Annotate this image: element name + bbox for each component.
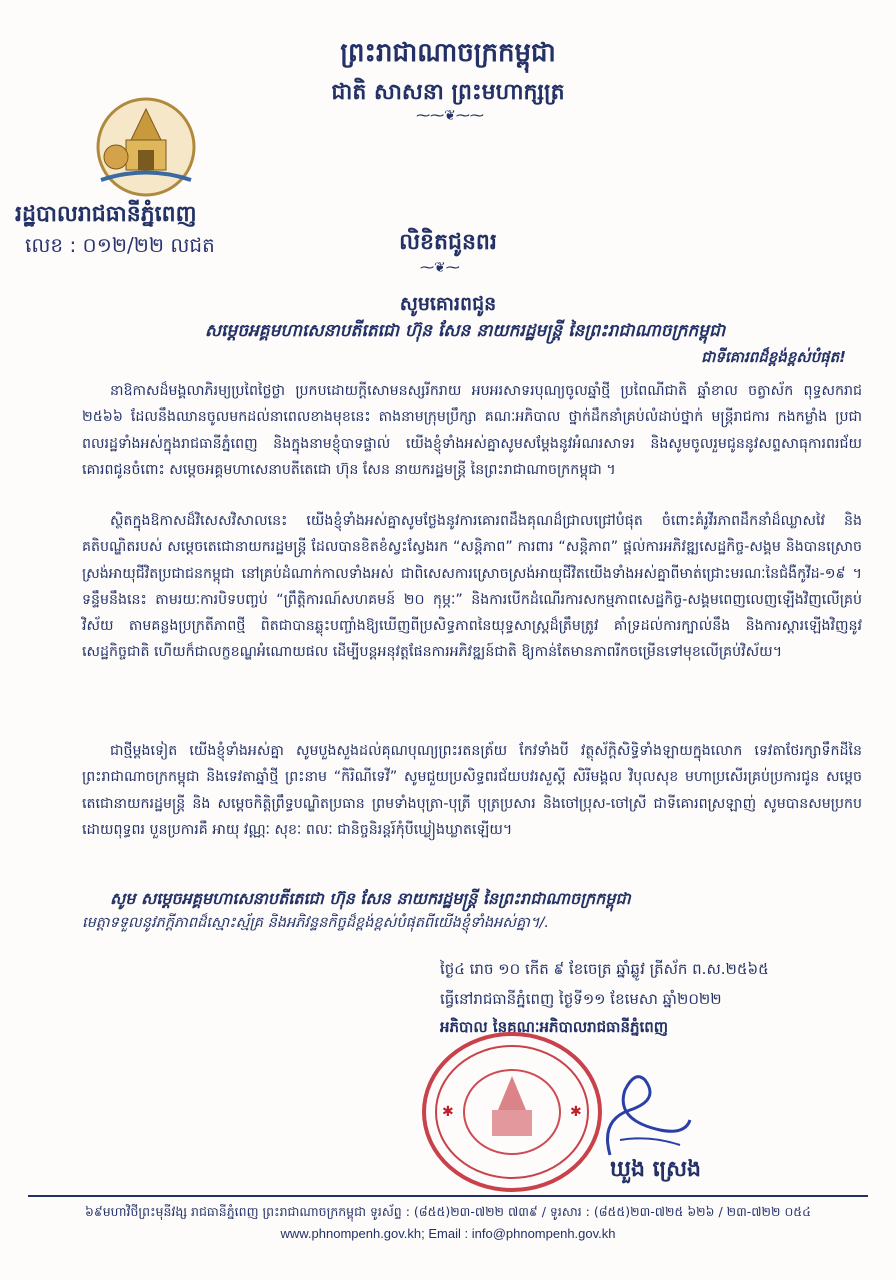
footer-divider [28,1195,868,1197]
addressee: សម្តេចអគ្គមហាសេនាបតីតេជោ ហ៊ុន សែន នាយករដ្ឋមន្ត្រី នៃព្រះរាជាណាចក្រកម្ពុជា [204,321,726,341]
lunar-date: ថ្ងៃ៤ រោច ១០ កើត ៩ ខែចេត្រ ឆ្នាំឆ្លូវ ត្រីស័ក ព.ស.២៥៦៥ [440,960,769,978]
body-paragraph-3 [82,738,862,843]
signer-title: អភិបាល នៃគណៈអភិបាលរាជធានីភ្នំពេញ [440,1018,669,1036]
solar-date: ធ្វើនៅរាជធានីភ្នំពេញ ថ្ងៃទី១១ ខែមេសា ឆ្នាំ២០២២ [440,990,722,1008]
kingdom-title: ព្រះរាជាណាចក្រកម្ពុជា [340,38,556,68]
motto-ornament: ⁓⁓❦⁓⁓ [416,108,484,124]
kingdom-motto: ជាតិ សាសនា ព្រះមហាក្សត្រ [331,79,565,105]
paragraph-text: ជាថ្មីម្តងទៀត យើងខ្ញុំទាំងអស់គ្នា សូមបួងសួងដល់គុណបុណ្យព្រះរតនត្រ័យ កែវទាំងបី វត្ថុស័ក្តិសិទ្ធិទាំងឡាយក្នុងលោក ទេវតាថែរក្សាទឹកដីនៃព្រះរាជាណាចក្រកម្ពុជា និងទេវតាឆ្នាំថ្មី ព្រះនាម “កិរិណីទេវី” សូមជួយប្រសិទ្ធពរជ័យបវរសួស្តី សិរីមង្គល វិបុលសុខ មហាប្រសើរគ្រប់ប្រការជូន សម្តេចតេជោនាយករដ្ឋមន្ត្រី និង សម្តេចកិត្តិព្រឹទ្ធបណ្ឌិតប្រធាន ព្រមទាំងបុត្រា-បុត្រី បុត្រប្រសារ និងចៅប្រុស-ចៅស្រី ជាទីគោរពស្រឡាញ់ សូមបានសមប្រកបដោយពុទ្ធពរ បួនប្រការគឺ អាយុ វណ្ណៈ សុខៈ ពលៈ ជានិច្ចនិរន្តរ៍កុំបីឃ្លៀងឃ្លាតឡើយ។ [82,743,862,838]
email-label: ; Email : [421,1226,472,1241]
city-emblem-icon [86,95,206,200]
title-ornament: ⁓❦⁓ [420,260,460,276]
svg-text:✱: ✱ [442,1104,454,1120]
official-seal-icon [420,1030,605,1195]
paragraph-text: នាឱកាសដ៏មង្គលាភិរម្យប្រពៃថ្លៃថ្លា ប្រកបដោយក្តីសោមនស្សរីករាយ អបអរសាទរបុណ្យចូលឆ្នាំថ្មី ប្រពៃណីជាតិ ឆ្នាំខាល ចត្វាស័ក ពុទ្ធសករាជ ២៥៦៦ ដែលនឹងឈានចូលមកដល់នាពេលខាងមុខនេះ តាងនាមក្រុមប្រឹក្សា គណៈអភិបាល ថ្នាក់ដឹកនាំគ្រប់លំដាប់ថ្នាក់ មន្ត្រីរាជការ កងកម្លាំង ប្រជាពលរដ្ឋទាំងអស់ក្នុងរាជធានីភ្នំពេញ និងក្នុងនាមខ្ញុំបាទផ្ទាល់ យើងខ្ញុំទាំងអស់គ្នាសូមសម្តែងនូវអំណរសាទរ និងសូមចូលរួមជូននូវសព្ទសាធុការពរជ័យ គោរពជូនចំពោះ សម្តេចអគ្គមហាសេនាបតីតេជោ ហ៊ុន សែន នាយករដ្ឋមន្ត្រី នៃព្រះរាជាណាចក្រកម្ពុជា ។ [82,383,862,478]
signature-icon [590,1060,700,1170]
reference-value: ០១២/២២ លជត [82,233,215,257]
footer-contact [0,1226,896,1241]
reference-label: លេខ : [25,233,77,257]
closing-line-2: មេត្តាទទួលនូវភក្តីភាពដ៏ស្មោះស្ម័គ្រ និងអភិវន្ទនកិច្ចដ៏ខ្ពង់ខ្ពស់បំផុតពីយើងខ្ញុំទាំងអស់គ្នា។/. [82,915,549,931]
body-paragraph-1 [82,378,862,483]
body-paragraph-2 [82,508,862,666]
honorific: ជាទីគោរពដ៏ខ្ពង់ខ្ពស់បំផុត! [701,348,846,366]
salutation: សូមគោរពជូន [399,293,497,315]
footer-address: ៦៩មហាវិថីព្រះមុនីវង្ស រាជធានីភ្នំពេញ ព្រះរាជាណាចក្រកម្ពុជា ទូរស័ព្ទ : (៨៥៥)២៣-៧២២ ៧៣៩ / ទូរសារ : (៨៥៥)២៣-៧២៥ ៦២៦ / ២៣-៧២២ ០៥៤ [85,1204,811,1219]
paragraph-text: ស្ថិតក្នុងឱកាសដ៏វិសេសវិសាលនេះ យើងខ្ញុំទាំងអស់គ្នាសូមថ្លែងនូវការគោរពដឹងគុណដ៏ជ្រាលជ្រៅបំផុត ចំពោះគំរូវីរភាពដឹកនាំដ៏ឈ្លាសវៃ និងគតិបណ្ឌិតរបស់ សម្តេចតេជោនាយករដ្ឋមន្ត្រី ដែលបានខិតខំស្វះស្វែងរក “សន្តិភាព” ការពារ “សន្តិភាព” ផ្តល់ការអភិវឌ្ឍសេដ្ឋកិច្ច-សង្គម និងបានស្រោចស្រង់អាយុជីវិតប្រជាជនកម្ពុជា នៅគ្រប់ដំណាក់កាលទាំងអស់ ជាពិសេសការស្រោចស្រង់អាយុជីវិតយើងទាំងអស់គ្នាពីមាត់ជ្រោះមរណៈនៃជំងឺកូវីដ-១៩ ។ ទន្ទឹមនឹងនេះ តាមរយៈការបិទបញ្ចប់ “ព្រឹត្តិការណ៍សហគមន៍ ២០ កុម្ភៈ” និងការបើកដំណើរការសកម្មភាពសេដ្ឋកិច្ច-សង្គមពេញលេញឡើងវិញលើគ្រប់វិស័យ តាមគន្លងប្រក្រតីភាពថ្មី ពិតជាបានឆ្លុះបញ្ចាំងឱ្យឃើញពីប្រសិទ្ធភាពនៃយុទ្ធសាស្ត្រដ៏ត្រឹមត្រូវ គាំទ្រដល់ការក្បាល់នឹង និងការស្តារឡើងវិញនូវសេដ្ឋកិច្ចជាតិ ហើយក៏ជាលក្ខខណ្ឌអំណោយផល ដើម្បីបន្តអនុវត្តផែនការអភិវឌ្ឍន៍ជាតិ ឱ្យកាន់តែមានភាពរីកចម្រើនទៅមុខលើគ្រប់វិស័យ។ [82,513,862,661]
document-title: លិខិតជូនពរ [399,229,497,255]
agency-name: រដ្ឋបាលរាជធានីភ្នំពេញ [15,201,197,227]
svg-text:✱: ✱ [570,1104,582,1120]
closing-line-1: សូម សម្តេចអគ្គមហាសេនាបតីតេជោ ហ៊ុន សែន នាយករដ្ឋមន្ត្រី នៃព្រះរាជាណាចក្រកម្ពុជា [110,889,631,908]
website-link[interactable]: www.phnompenh.gov.kh [280,1226,422,1241]
email-link[interactable]: info@phnompenh.gov.kh [471,1226,616,1241]
signer-name: ឃួង ស្រេង [610,1156,702,1182]
